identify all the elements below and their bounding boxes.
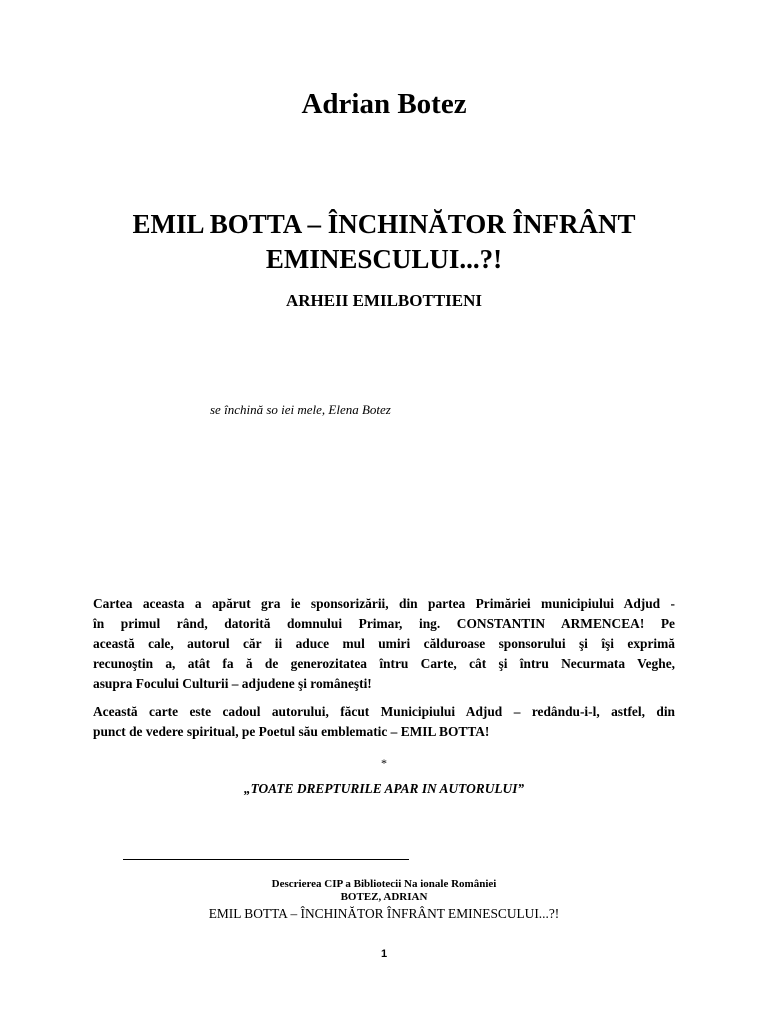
- cip-author: BOTEZ, ADRIAN: [340, 891, 428, 903]
- sponsor-paragraph-line: asupra Focului Culturii – adjudene şi româneşti!: [93, 676, 372, 691]
- sponsor-paragraph-line: recunoştin a, atât fa ă de generozitatea întru Carte, cât şi întru Necurmata Veghe,: [93, 656, 675, 671]
- sponsor-paragraph-line: această cale, autorul căr ii aduce mul umiri călduroase sponsorului şi îşi exprimă: [93, 636, 675, 651]
- cip-heading: Descrierea CIP a Bibliotecii Na ionale României: [271, 878, 497, 890]
- page-number: 1: [380, 948, 388, 960]
- book-title-line-2: EMINESCULUI...?!: [265, 244, 503, 274]
- gift-paragraph-line: punct de vedere spiritual, pe Poetul său emblematic – EMIL BOTTA!: [93, 724, 490, 739]
- gift-paragraph: [93, 702, 675, 742]
- sponsor-paragraph-line: în primul rând, datorită domnului Primar, ing. CONSTANTIN ARMENCEA! Pe: [93, 616, 675, 631]
- dedication: se închină so iei mele, Elena Botez: [210, 402, 391, 417]
- footnote-rule: [123, 859, 409, 860]
- gift-paragraph-line: Această carte este cadoul autorului, făcut Municipiului Adjud – redându-i-l, astfel, din: [93, 704, 675, 719]
- book-subtitle: ARHEII EMILBOTTIENI: [285, 291, 483, 310]
- sponsor-paragraph-line: Cartea aceasta a apărut gra ie sponsorizării, din partea Primăriei municipiului Adjud -: [93, 596, 675, 611]
- cip-title: EMIL BOTTA – ÎNCHINĂTOR ÎNFRÂNT EMINESCULUI...?!: [208, 906, 560, 921]
- book-title: [0, 207, 768, 277]
- section-separator: *: [381, 756, 387, 770]
- rights-notice: „TOATE DREPTURILE APAR IN AUTORULUI”: [243, 781, 525, 796]
- book-title-line-1: EMIL BOTTA – ÎNCHINĂTOR ÎNFRÂNT: [132, 209, 636, 239]
- author-name: Adrian Botez: [301, 88, 467, 120]
- sponsor-paragraph: [93, 594, 675, 694]
